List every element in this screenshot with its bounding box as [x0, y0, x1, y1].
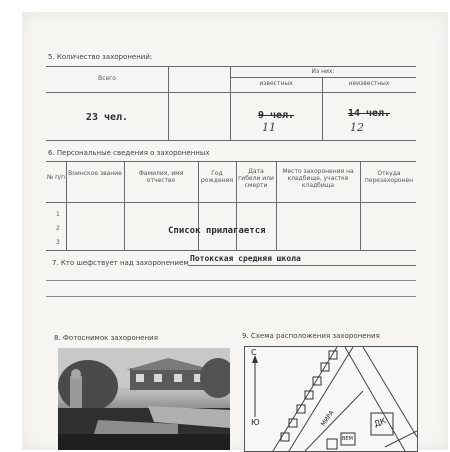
blank-line — [46, 280, 416, 281]
table5-top-border — [46, 66, 416, 67]
table6-divider — [124, 161, 125, 250]
row-number: 2 — [56, 225, 60, 232]
table5-header-bottom — [46, 92, 416, 93]
street-label: МИРА — [319, 409, 336, 428]
header-burial-place: Место захоронения на кладбище, участке кладбища — [282, 168, 354, 189]
compass-north: С — [251, 348, 257, 357]
known-value: 9 чел. — [257, 110, 295, 121]
table6-divider — [66, 161, 67, 250]
table5-bottom-border — [46, 140, 416, 141]
header-number: № п/п — [46, 174, 65, 181]
list-attached-note: Список прилагается — [168, 226, 266, 236]
total-value: 23 чел. — [85, 112, 129, 123]
unknown-correction: 12 — [350, 121, 364, 134]
location-scheme — [244, 346, 418, 452]
section5-title: 5. Количество захоронений: — [48, 53, 153, 61]
col-unknown-header: неизвестных — [348, 80, 390, 87]
row-number: 1 — [56, 211, 60, 218]
table6-divider — [360, 161, 361, 250]
header-rank: Воинское звание — [68, 170, 122, 177]
table6-bottom-border — [46, 250, 416, 251]
table5-divider — [230, 66, 231, 140]
table5-subheader-border — [230, 77, 416, 78]
header-birth-year: Год рождения — [200, 170, 234, 184]
col-total-header: Всего — [98, 75, 116, 82]
row-number: 3 — [56, 239, 60, 246]
header-full-name: Фамилия, имя отчество — [138, 170, 184, 184]
building-label: ДК — [372, 416, 388, 429]
marker-label: ВЕМ — [342, 436, 353, 442]
section9-title: 9. Схема расположения захоронения — [242, 332, 380, 340]
blank-line — [46, 296, 416, 297]
header-reburied-from: Откуда перезахоронен — [364, 170, 414, 184]
patron-underline — [188, 265, 416, 266]
section7-label: 7. Кто шефствует над захоронением — [52, 259, 189, 267]
patron-value: Потокская средняя школа — [190, 254, 301, 263]
col-including-header: Из них: — [311, 68, 335, 75]
known-correction: 11 — [262, 121, 276, 134]
section6-title: 6. Персональные сведения о захороненных — [48, 149, 210, 157]
table6-divider — [276, 161, 277, 250]
memorial-photo — [58, 348, 230, 450]
section8-title: 8. Фотоснимок захоронения — [54, 334, 158, 342]
col-known-header: известных — [259, 80, 293, 87]
unknown-value: 14 чел. — [347, 108, 391, 119]
table5-divider — [168, 66, 169, 140]
header-death-date: Дата гибели или смерти — [238, 168, 274, 189]
compass-south: Ю — [251, 418, 260, 427]
